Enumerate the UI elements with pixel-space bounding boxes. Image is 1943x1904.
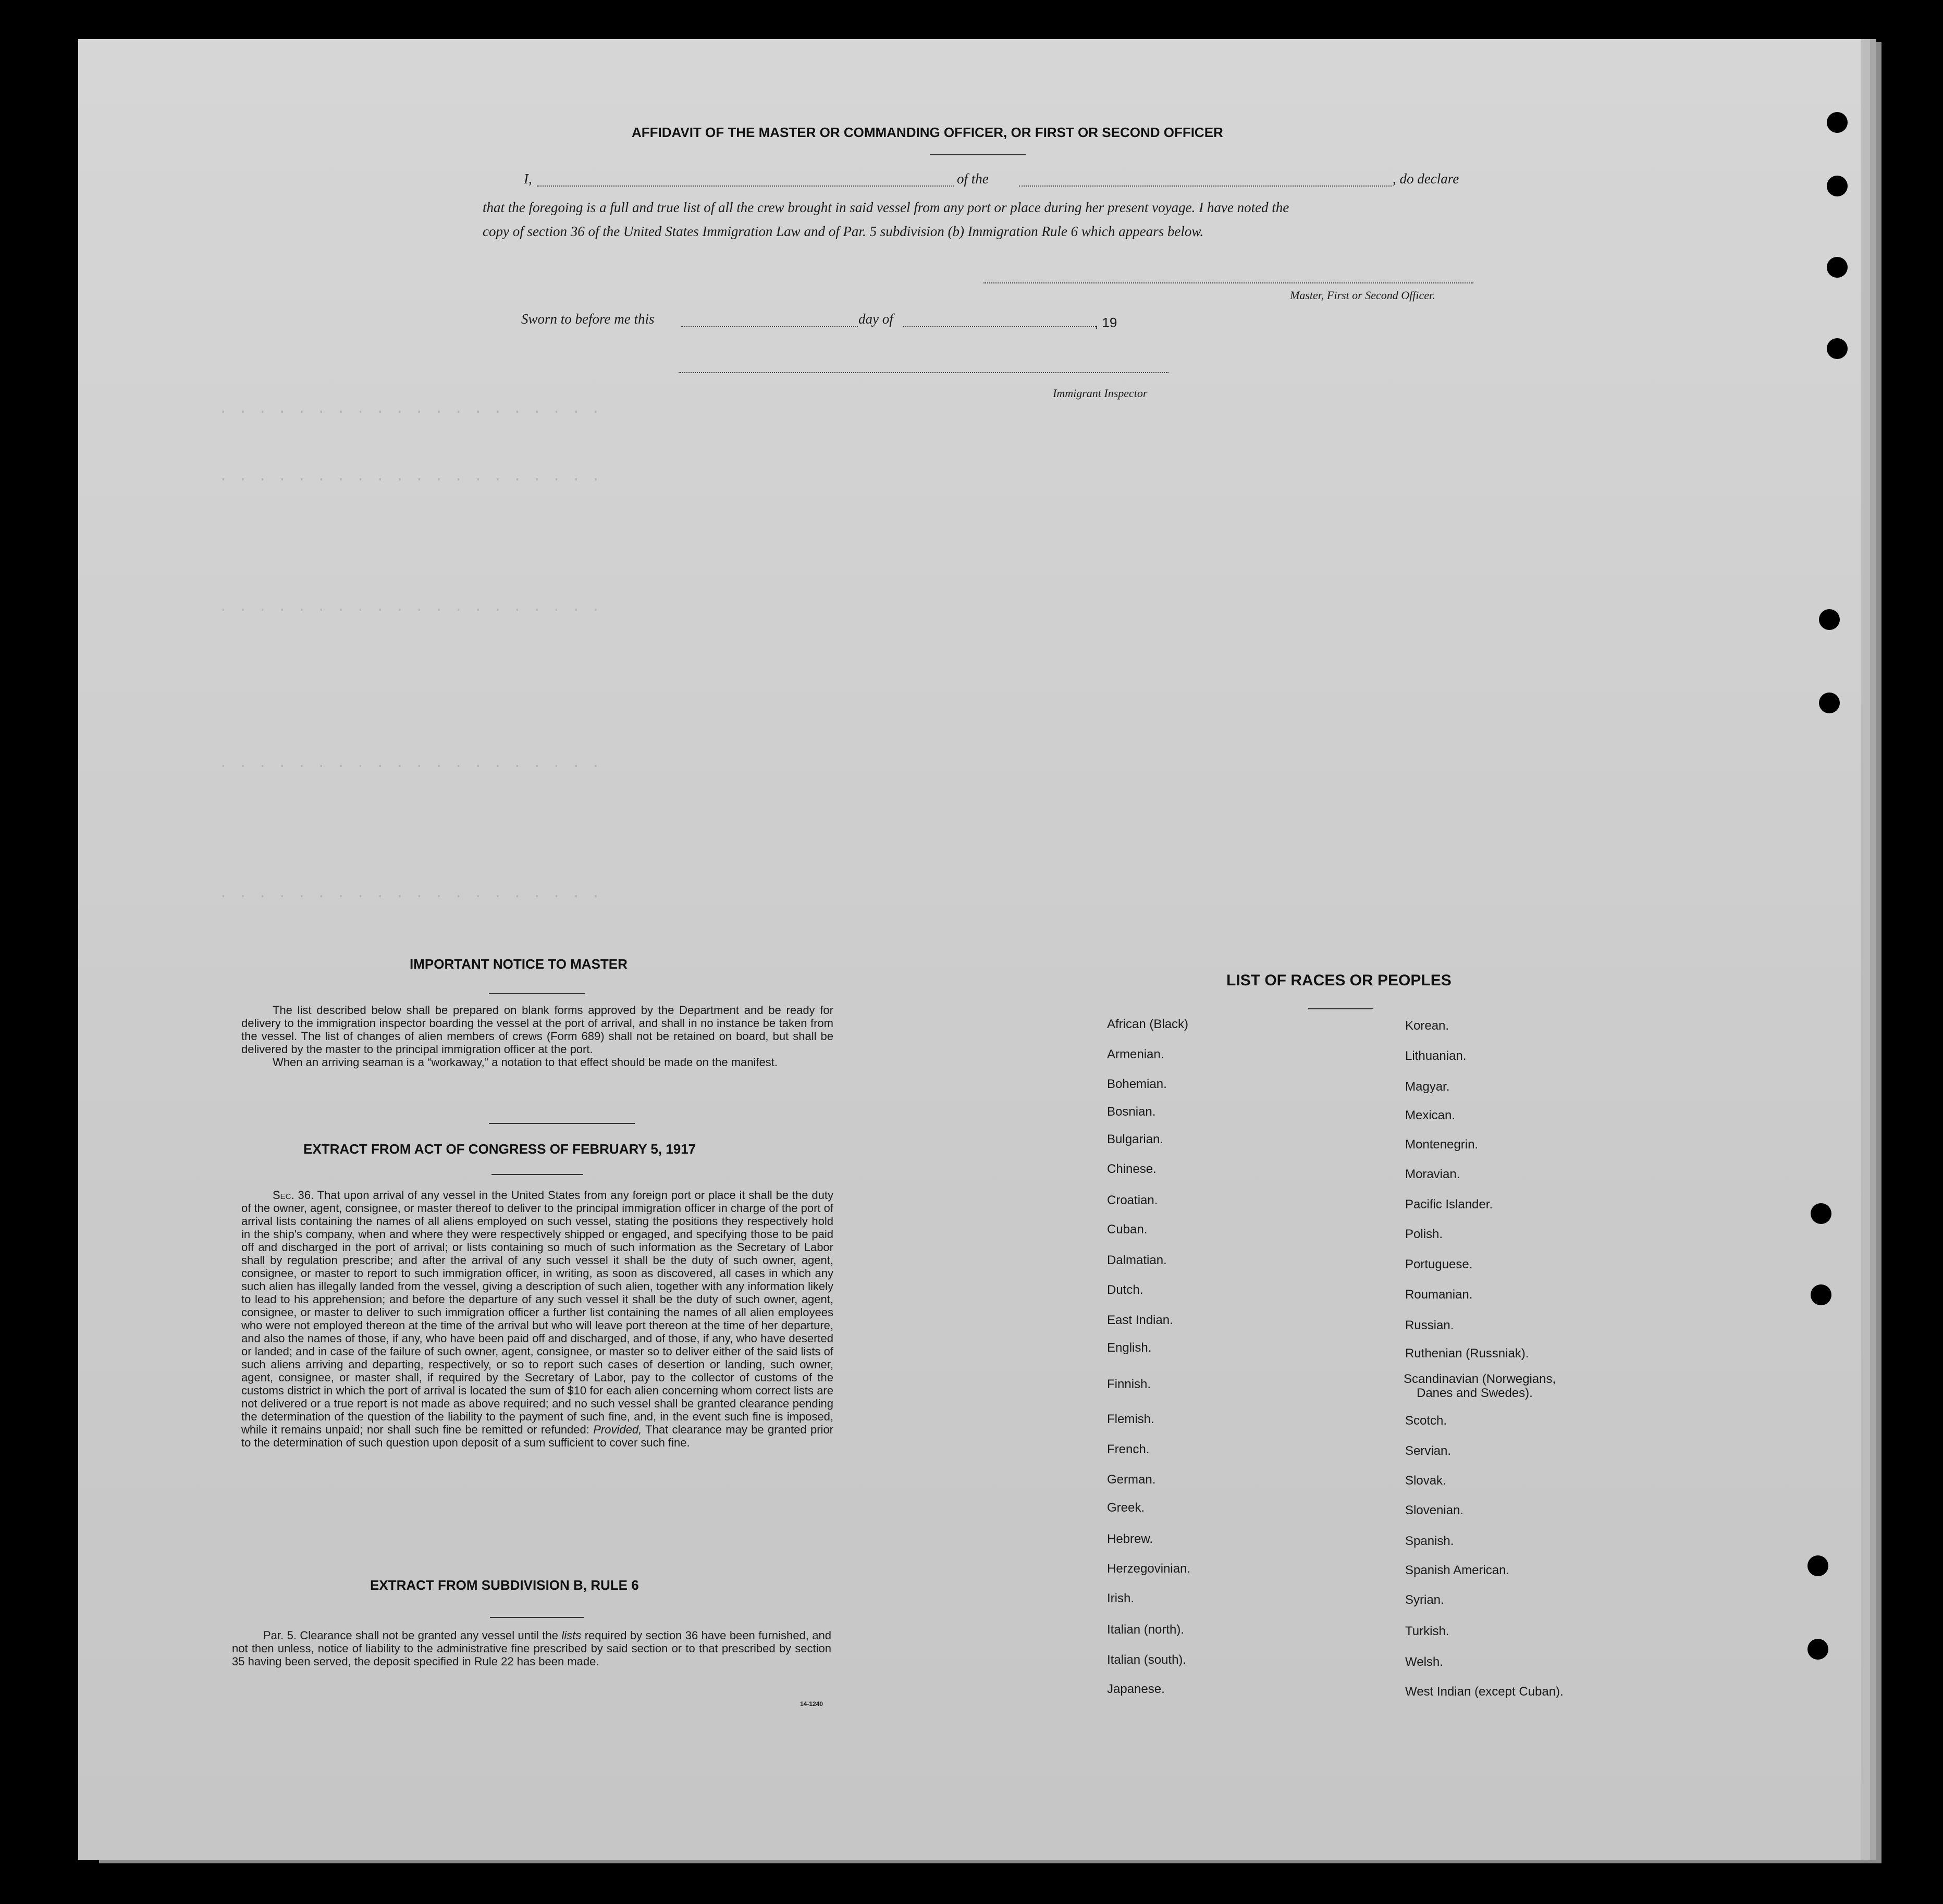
punch-hole (1819, 609, 1840, 630)
extract-rule-text (232, 1629, 831, 1668)
form-number: 14-1240 (800, 1700, 823, 1708)
affidavit-title: AFFIDAVIT OF THE MASTER OR COMMANDING OFFICER, OR FIRST OR SECOND OFFICER (632, 125, 1223, 140)
name-blank[interactable] (537, 186, 954, 187)
sworn-day-blank[interactable] (681, 326, 858, 327)
race-item: Dalmatian. (1107, 1253, 1167, 1267)
race-item: Ruthenian (Russniak). (1405, 1346, 1529, 1361)
race-item: Mexican. (1405, 1108, 1456, 1122)
punch-hole (1819, 693, 1840, 713)
race-item: German. (1107, 1473, 1156, 1487)
punch-hole (1827, 112, 1848, 133)
punch-hole (1827, 338, 1848, 359)
section-36-label: Sec. 36. (273, 1189, 314, 1202)
extract-act-divider (491, 1174, 583, 1175)
race-item: Cuban. (1107, 1222, 1148, 1237)
bleed-through-text: . . . . . . . . . . . . . . . . . . . . (219, 401, 601, 417)
race-item: Croatian. (1107, 1193, 1158, 1207)
race-item: West Indian (except Cuban). (1405, 1685, 1564, 1699)
race-item: Welsh. (1405, 1655, 1443, 1669)
race-item: Turkish. (1405, 1624, 1449, 1638)
notice-paragraph-1: The list described below shall be prepared on blank forms approved by the Department and be ready for delivery to the immigration inspector boarding the vessel at the port of arrival, and shall in no instance be taken from the vessel. The list of changes of alien members of crews (Form 689) shall not be retained on board, but shall be delivered by the master to the principal immigration officer at the port. (241, 1004, 833, 1056)
race-item: Pacific Islander. (1405, 1197, 1493, 1211)
race-item: Finnish. (1107, 1377, 1151, 1391)
races-title: LIST OF RACES OR PEOPLES (1226, 972, 1452, 989)
sworn-year-label: , 19 (1095, 315, 1117, 330)
race-item: Irish. (1107, 1591, 1135, 1605)
race-item: Roumanian. (1405, 1288, 1473, 1302)
race-item: English. (1107, 1341, 1152, 1355)
race-item: Bulgarian. (1107, 1132, 1164, 1146)
punch-hole (1827, 176, 1848, 196)
race-item: Japanese. (1107, 1682, 1165, 1696)
punch-hole (1811, 1203, 1831, 1224)
notice-text (241, 1004, 833, 1069)
section-divider (489, 1123, 635, 1124)
race-item: East Indian. (1107, 1313, 1173, 1327)
affidavit-do-declare-label: , do declare (1393, 171, 1459, 187)
notice-paragraph-2: When an arriving seaman is a “workaway,” a notation to that effect should be made on the manifest. (273, 1056, 778, 1069)
affidavit-i-label: I, (524, 171, 532, 187)
race-item: Magyar. (1405, 1080, 1450, 1094)
race-item: Moravian. (1405, 1167, 1460, 1181)
race-item: Bohemian. (1107, 1077, 1167, 1091)
inspector-caption: Immigrant Inspector (1053, 387, 1148, 400)
race-item: Italian (north). (1107, 1623, 1185, 1637)
race-item: Spanish American. (1405, 1563, 1510, 1577)
bleed-through-text: . . . . . . . . . . . . . . . . . . . . (219, 599, 601, 615)
section-36-text: That upon arrival of any vessel in the United States from any foreign port or place it shall be the duty of the owner, agent, consignee, or master thereof to deliver to the principal immigration officer in charge of the port of arrival lists containing the names of all aliens employed on such vessel, stating the positions they respectively hold in the ship's company, when and where they were respectively shipped or engaged, and specifying those to be paid off and discharged in the port of arrival; or lists containing so much of such information as the Secretary of Labor shall by regulation prescribe; and after the arrival of any such vessel it shall be the duty of such owner, agent, consignee, or master to report to such immigration officer, in writing, as soon as discovered, all cases in which any such alien has illegally landed from the vessel, giving a description of such alien, together with any information likely to lead to his apprehension; and before the departure of any such vessel it shall be the duty of such owner, agent, consignee, or master to deliver to such immigration officer a further list containing the names of all alien employees who were not employed thereon at the time of the arrival but who will leave port thereon at the time of her departure, and also the names of those, if any, who have been paid off and discharged, and of those, if any, who have deserted or landed; and in case of the failure of such owner, agent, consignee, or master so to deliver either of the said lists of such aliens arriving and departing, respectively, or so to report such cases of desertion or landing, such owner, agent, consignee, or master shall, if required by the Secretary of Labor, pay to the collector of customs of the customs district in which the port of arrival is located the sum of $10 for each alien concerning whom correct lists are not delivered or a true report is not made as above required; and no such vessel shall be granted clearance pending the determination of the question of the liability to the payment of such fine, and, in the event such fine is imposed, while it remains unpaid; nor shall such fine be remitted or refunded: (241, 1189, 834, 1436)
punch-hole (1807, 1639, 1828, 1660)
punch-hole (1827, 257, 1848, 278)
race-item: Bosnian. (1107, 1105, 1156, 1119)
race-item: Dutch. (1107, 1283, 1143, 1297)
race-item: Servian. (1405, 1444, 1452, 1458)
race-item: Chinese. (1107, 1162, 1157, 1176)
race-item: African (Black) (1107, 1017, 1189, 1031)
race-item: Spanish. (1405, 1534, 1454, 1548)
races-divider (1308, 1008, 1373, 1009)
document-page (78, 39, 1861, 1860)
notice-title: IMPORTANT NOTICE TO MASTER (410, 956, 628, 972)
race-item: Portuguese. (1405, 1257, 1473, 1271)
race-item: Syrian. (1405, 1593, 1444, 1607)
race-item: Polish. (1405, 1227, 1443, 1241)
title-divider (930, 154, 1026, 155)
race-item: Scandinavian (Norwegians, (1404, 1372, 1556, 1386)
inspector-signature-line[interactable] (679, 372, 1169, 373)
race-item: Scotch. (1405, 1414, 1447, 1428)
race-item: Flemish. (1107, 1412, 1154, 1426)
race-item: Russian. (1405, 1318, 1454, 1332)
race-item: Italian (south). (1107, 1653, 1187, 1667)
race-item: Korean. (1405, 1019, 1449, 1033)
master-signature-caption: Master, First or Second Officer. (1290, 289, 1435, 302)
sworn-label: Sworn to before me this (521, 311, 655, 327)
bleed-through-text: . . . . . . . . . . . . . . . . . . . . (219, 756, 601, 772)
punch-hole (1807, 1555, 1828, 1576)
race-item: Armenian. (1107, 1047, 1164, 1061)
race-item: French. (1107, 1442, 1150, 1456)
affidavit-body-line-3: copy of section 36 of the United States Immigration Law and of Par. 5 subdivision (b) Immigration Rule 6 which appears below. (483, 224, 1204, 239)
race-item: Hebrew. (1107, 1532, 1153, 1546)
affidavit-body-line-2: that the foregoing is a full and true list of all the crew brought in said vessel from any port or place during her present voyage. I have noted the (483, 200, 1289, 215)
notice-divider (489, 993, 585, 994)
bleed-through-text: . . . . . . . . . . . . . . . . . . . . (219, 886, 601, 902)
extract-rule-title: EXTRACT FROM SUBDIVISION B, RULE 6 (370, 1577, 639, 1593)
par-5-text-b: required by section 36 have been furnished, and not then unless, notice of liability to the administrative fine prescribed by said section or to that prescribed by section 35 having been served, the deposit specified in Rule 22 has been made. (232, 1629, 831, 1668)
punch-hole (1811, 1284, 1831, 1305)
par-5-text-a: Par. 5. Clearance shall not be granted any vessel until the (263, 1629, 558, 1642)
race-item: Lithuanian. (1405, 1049, 1467, 1063)
vessel-blank[interactable] (1019, 186, 1392, 187)
extract-rule-divider (490, 1617, 584, 1618)
race-item: Herzegovinian. (1107, 1562, 1191, 1576)
affidavit-of-the-label: of the (957, 171, 989, 187)
proviso-word: Provided, (593, 1423, 642, 1436)
extract-act-text (241, 1189, 833, 1449)
race-item: Greek. (1107, 1501, 1145, 1515)
race-item: Slovenian. (1405, 1503, 1464, 1517)
master-signature-line[interactable] (983, 282, 1473, 283)
race-item: Montenegrin. (1405, 1138, 1479, 1152)
lists-word: lists (561, 1629, 582, 1642)
sworn-month-blank[interactable] (903, 326, 1096, 327)
bleed-through-text: . . . . . . . . . . . . . . . . . . . . (219, 469, 601, 485)
sworn-day-of-label: day of (858, 311, 893, 327)
race-scandinavian-continued: Danes and Swedes). (1417, 1386, 1533, 1400)
section-36-text-end: That clearance may be granted prior to the determination of such question upon deposit of a sum sufficient to cover such fine. (241, 1423, 834, 1449)
race-item: Slovak. (1405, 1474, 1446, 1488)
extract-act-title: EXTRACT FROM ACT OF CONGRESS OF FEBRUARY 5, 1917 (303, 1141, 696, 1157)
